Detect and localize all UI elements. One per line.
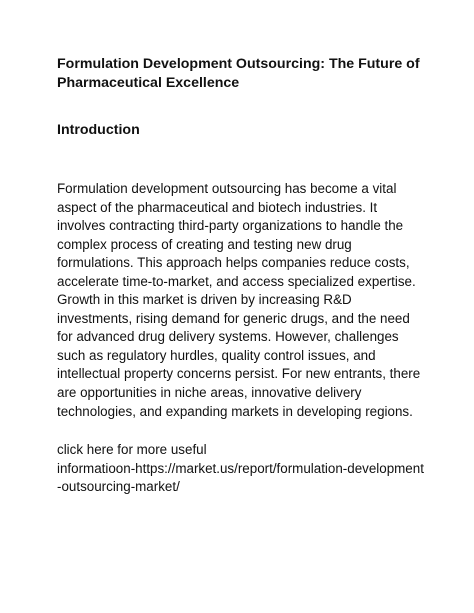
- body-line: complex process of creating and testing new drug: [57, 236, 352, 252]
- link-line[interactable]: informatioon-https://market.us/report/formulation-development: [57, 460, 424, 476]
- body-line: are opportunities in niche areas, innovative delivery: [57, 385, 362, 401]
- title-line: Pharmaceutical Excellence: [57, 75, 240, 91]
- link-line[interactable]: -outsourcing-market/: [57, 479, 180, 495]
- body-line: for advanced drug delivery systems. However, challenges: [57, 329, 399, 345]
- body-line: such as regulatory hurdles, quality control issues, and: [57, 347, 376, 363]
- body-line: technologies, and expanding markets in developing regions.: [57, 403, 413, 419]
- body-line: intellectual property concerns persist. For new entrants, there: [57, 366, 421, 382]
- body-line: Growth in this market is driven by increasing R&D: [57, 292, 352, 308]
- link-line[interactable]: click here for more useful: [57, 442, 207, 457]
- body-line: involves contracting third-party organizations to handle the: [57, 218, 404, 234]
- document-title: [57, 55, 427, 93]
- body-line: Formulation development outsourcing has become a vital: [57, 181, 397, 196]
- body-line: accelerate time-to-market, and access specialized expertise.: [57, 273, 416, 289]
- section-heading: Introduction: [57, 122, 140, 138]
- title-line: Formulation Development Outsourcing: The Future of: [57, 56, 420, 72]
- more-info-link-paragraph[interactable]: [57, 441, 437, 497]
- body-line: investments, rising demand for generic drugs, and the need: [57, 310, 410, 326]
- body-line: formulations. This approach helps companies reduce costs,: [57, 255, 410, 271]
- body-paragraph: [57, 180, 427, 421]
- body-line: aspect of the pharmaceutical and biotech industries. It: [57, 199, 378, 215]
